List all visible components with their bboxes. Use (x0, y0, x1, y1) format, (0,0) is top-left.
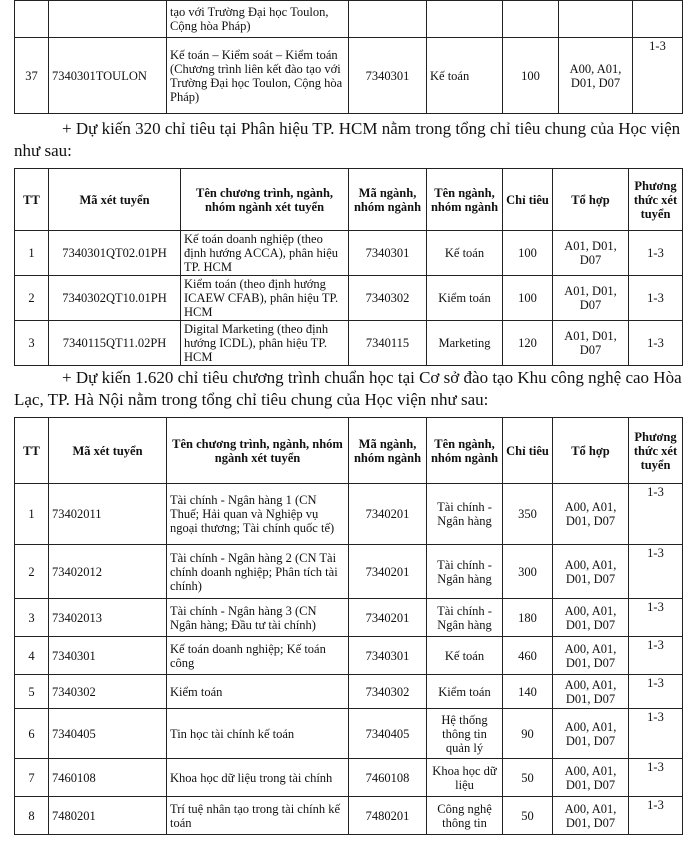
cell-tt: 3 (15, 321, 49, 366)
table-row (15, 38, 683, 114)
cell-pt: 1-3 (629, 321, 683, 366)
cell-pt: 1-3 (629, 599, 683, 637)
cell-ma: 73402011 (49, 484, 167, 545)
cell-to-hop: A00, A01, D01, D07 (553, 797, 629, 835)
header-ten: Tên chương trình, ngành, nhóm ngành xét tuyển (167, 418, 349, 484)
cell-tt (15, 1, 49, 38)
cell-pt: 1-3 (629, 797, 683, 835)
paragraph-hcm: + Dự kiến 320 chỉ tiêu tại Phân hiệu TP. HCM nằm trong tổng chỉ tiêu chung của Học viện như sau: (14, 119, 681, 160)
cell-tt: 6 (15, 709, 49, 759)
table-row (15, 709, 683, 759)
cell-nganh: 7340302 (349, 276, 427, 321)
cell-nganh: 7340201 (349, 545, 427, 599)
header-nganh: Mã ngành, nhóm ngành (349, 418, 427, 484)
cell-nganh: 7340301 (349, 231, 427, 276)
cell-ten: Tài chính - Ngân hàng 2 (CN Tài chính doanh nghiệp; Phân tích tài chính) (167, 545, 349, 599)
cell-ten-nganh: Kiểm toán (427, 276, 503, 321)
cell-nganh: 7340201 (349, 599, 427, 637)
cell-ten-nganh: Marketing (427, 321, 503, 366)
cell-tt: 37 (15, 38, 49, 114)
cell-chi-tieu: 100 (503, 231, 553, 276)
cell-chi-tieu: 100 (503, 38, 559, 114)
cell-to-hop: A01, D01, D07 (553, 231, 629, 276)
cell-tt: 7 (15, 759, 49, 797)
cell-ma: 7340301 (49, 637, 167, 675)
cell-ten-nganh: Công nghệ thông tin (427, 797, 503, 835)
table-row (15, 231, 683, 276)
header-to-hop: Tổ hợp (553, 418, 629, 484)
cell-ten-nganh: Hệ thống thông tin quản lý (427, 709, 503, 759)
cell-ten-nganh: Tài chính - Ngân hàng (427, 545, 503, 599)
header-chi-tieu: Chỉ tiêu (503, 169, 553, 231)
cell-ma: 7480201 (49, 797, 167, 835)
table-row (15, 1, 683, 38)
cell-to-hop: A00, A01, D01, D07 (553, 545, 629, 599)
cell-ten: tạo với Trường Đại học Toulon, Cộng hòa Pháp) (167, 1, 349, 38)
cell-ten: Kế toán doanh nghiệp (theo định hướng ACCA), phân hiệu TP. HCM (181, 231, 349, 276)
cell-chi-tieu: 460 (503, 637, 553, 675)
cell-tt: 1 (15, 231, 49, 276)
cell-to-hop: A00, A01, D01, D07 (553, 599, 629, 637)
cell-ma: 7340405 (49, 709, 167, 759)
cell-tt: 2 (15, 276, 49, 321)
table-row (15, 759, 683, 797)
table-row (15, 599, 683, 637)
cell-ten-nganh: Tài chính - Ngân hàng (427, 599, 503, 637)
cell-ten: Tin học tài chính kế toán (167, 709, 349, 759)
header-to-hop: Tổ hợp (553, 169, 629, 231)
cell-to-hop: A01, D01, D07 (553, 276, 629, 321)
header-pt: Phương thức xét tuyển (629, 169, 683, 231)
cell-tt: 1 (15, 484, 49, 545)
header-ma: Mã xét tuyển (49, 418, 167, 484)
cell-ten: Trí tuệ nhân tạo trong tài chính kế toán (167, 797, 349, 835)
cell-nganh: 7340201 (349, 484, 427, 545)
cell-nganh: 7480201 (349, 797, 427, 835)
cell-nganh: 7340115 (349, 321, 427, 366)
cell-pt: 1-3 (629, 276, 683, 321)
table-header-row (15, 418, 683, 484)
cell-chi-tieu: 50 (503, 797, 553, 835)
table-row (15, 321, 683, 366)
cell-pt: 1-3 (629, 759, 683, 797)
header-tt: TT (15, 169, 49, 231)
cell-chi-tieu: 140 (503, 675, 553, 709)
cell-tt: 5 (15, 675, 49, 709)
cell-ten-nganh: Kế toán (427, 637, 503, 675)
header-tt: TT (15, 418, 49, 484)
cell-ten: Digital Marketing (theo định hướng ICDL), phân hiệu TP. HCM (181, 321, 349, 366)
cell-nganh: 7340301 (349, 637, 427, 675)
header-ma: Mã xét tuyển (49, 169, 181, 231)
table-row (15, 675, 683, 709)
header-ten-nganh: Tên ngành, nhóm ngành (427, 418, 503, 484)
table-row (15, 484, 683, 545)
cell-nganh: 7340405 (349, 709, 427, 759)
cell-ma: 7340302QT10.01PH (49, 276, 181, 321)
cell-to-hop: A00, A01, D01, D07 (553, 709, 629, 759)
cell-ten: Kế toán doanh nghiệp; Kế toán công (167, 637, 349, 675)
cell-pt (633, 1, 683, 38)
cell-chi-tieu (503, 1, 559, 38)
cell-chi-tieu: 350 (503, 484, 553, 545)
cell-ten: Kiểm toán (theo định hướng ICAEW CFAB), phân hiệu TP. HCM (181, 276, 349, 321)
cell-ma: 7340115QT11.02PH (49, 321, 181, 366)
header-ten: Tên chương trình, ngành, nhóm ngành xét tuyển (181, 169, 349, 231)
cell-nganh: 7340302 (349, 675, 427, 709)
cell-to-hop (559, 1, 633, 38)
cell-chi-tieu: 300 (503, 545, 553, 599)
cell-ten-nganh: Khoa học dữ liệu (427, 759, 503, 797)
cell-to-hop: A00, A01, D01, D07 (553, 637, 629, 675)
cell-ten-nganh: Kiểm toán (427, 675, 503, 709)
cell-ma: 7340302 (49, 675, 167, 709)
paragraph-hoa-lac: + Dự kiến 1.620 chỉ tiêu chương trình chuẩn học tại Cơ sở đào tạo Khu công nghệ cao Hòa Lạc, TP. Hà Nội nằm trong tổng chỉ tiêu chung của Học viện như sau: (14, 368, 682, 409)
cell-ten: Tài chính - Ngân hàng 1 (CN Thuế; Hải quan và Nghiệp vụ ngoại thương; Tài chính quốc tế) (167, 484, 349, 545)
header-nganh: Mã ngành, nhóm ngành (349, 169, 427, 231)
cell-pt: 1-3 (629, 637, 683, 675)
cell-pt: 1-3 (629, 484, 683, 545)
cell-ma (49, 1, 167, 38)
table-hcm (14, 168, 683, 366)
table-hoa-lac (14, 417, 683, 835)
cell-nganh (349, 1, 427, 38)
cell-ten-nganh: Kế toán (427, 231, 503, 276)
cell-tt: 8 (15, 797, 49, 835)
cell-ten-nganh: Tài chính - Ngân hàng (427, 484, 503, 545)
table-header-row (15, 169, 683, 231)
header-ten-nganh: Tên ngành, nhóm ngành (427, 169, 503, 231)
cell-chi-tieu: 180 (503, 599, 553, 637)
cell-chi-tieu: 100 (503, 276, 553, 321)
table-row (15, 276, 683, 321)
cell-pt: 1-3 (633, 38, 683, 114)
cell-ten: Tài chính - Ngân hàng 3 (CN Ngân hàng; Đầu tư tài chính) (167, 599, 349, 637)
cell-tt: 4 (15, 637, 49, 675)
cell-to-hop: A00, A01, D01, D07 (553, 484, 629, 545)
cell-ten-nganh (427, 1, 503, 38)
cell-to-hop: A00, A01, D01, D07 (559, 38, 633, 114)
table-row (15, 637, 683, 675)
cell-chi-tieu: 120 (503, 321, 553, 366)
cell-ten: Kiểm toán (167, 675, 349, 709)
header-chi-tieu: Chỉ tiêu (503, 418, 553, 484)
cell-pt: 1-3 (629, 545, 683, 599)
cell-ten-nganh: Kế toán (427, 38, 503, 114)
cell-tt: 3 (15, 599, 49, 637)
cell-pt: 1-3 (629, 675, 683, 709)
cell-ma: 7460108 (49, 759, 167, 797)
cell-ma: 73402012 (49, 545, 167, 599)
header-pt: Phương thức xét tuyển (629, 418, 683, 484)
cell-nganh: 7460108 (349, 759, 427, 797)
cell-ma: 73402013 (49, 599, 167, 637)
cell-to-hop: A00, A01, D01, D07 (553, 675, 629, 709)
table-row (15, 545, 683, 599)
cell-chi-tieu: 50 (503, 759, 553, 797)
cell-pt: 1-3 (629, 231, 683, 276)
cell-ma: 7340301QT02.01PH (49, 231, 181, 276)
cell-tt: 2 (15, 545, 49, 599)
table-row (15, 797, 683, 835)
cell-ten: Kế toán – Kiểm soát – Kiểm toán (Chương trình liên kết đào tạo với Trường Đại học Toulon, Cộng hòa Pháp) (167, 38, 349, 114)
cell-pt: 1-3 (629, 709, 683, 759)
cell-ma: 7340301TOULON (49, 38, 167, 114)
cell-ten: Khoa học dữ liệu trong tài chính (167, 759, 349, 797)
cell-to-hop: A01, D01, D07 (553, 321, 629, 366)
table-toulon (14, 0, 683, 114)
cell-nganh: 7340301 (349, 38, 427, 114)
cell-chi-tieu: 90 (503, 709, 553, 759)
cell-to-hop: A00, A01, D01, D07 (553, 759, 629, 797)
